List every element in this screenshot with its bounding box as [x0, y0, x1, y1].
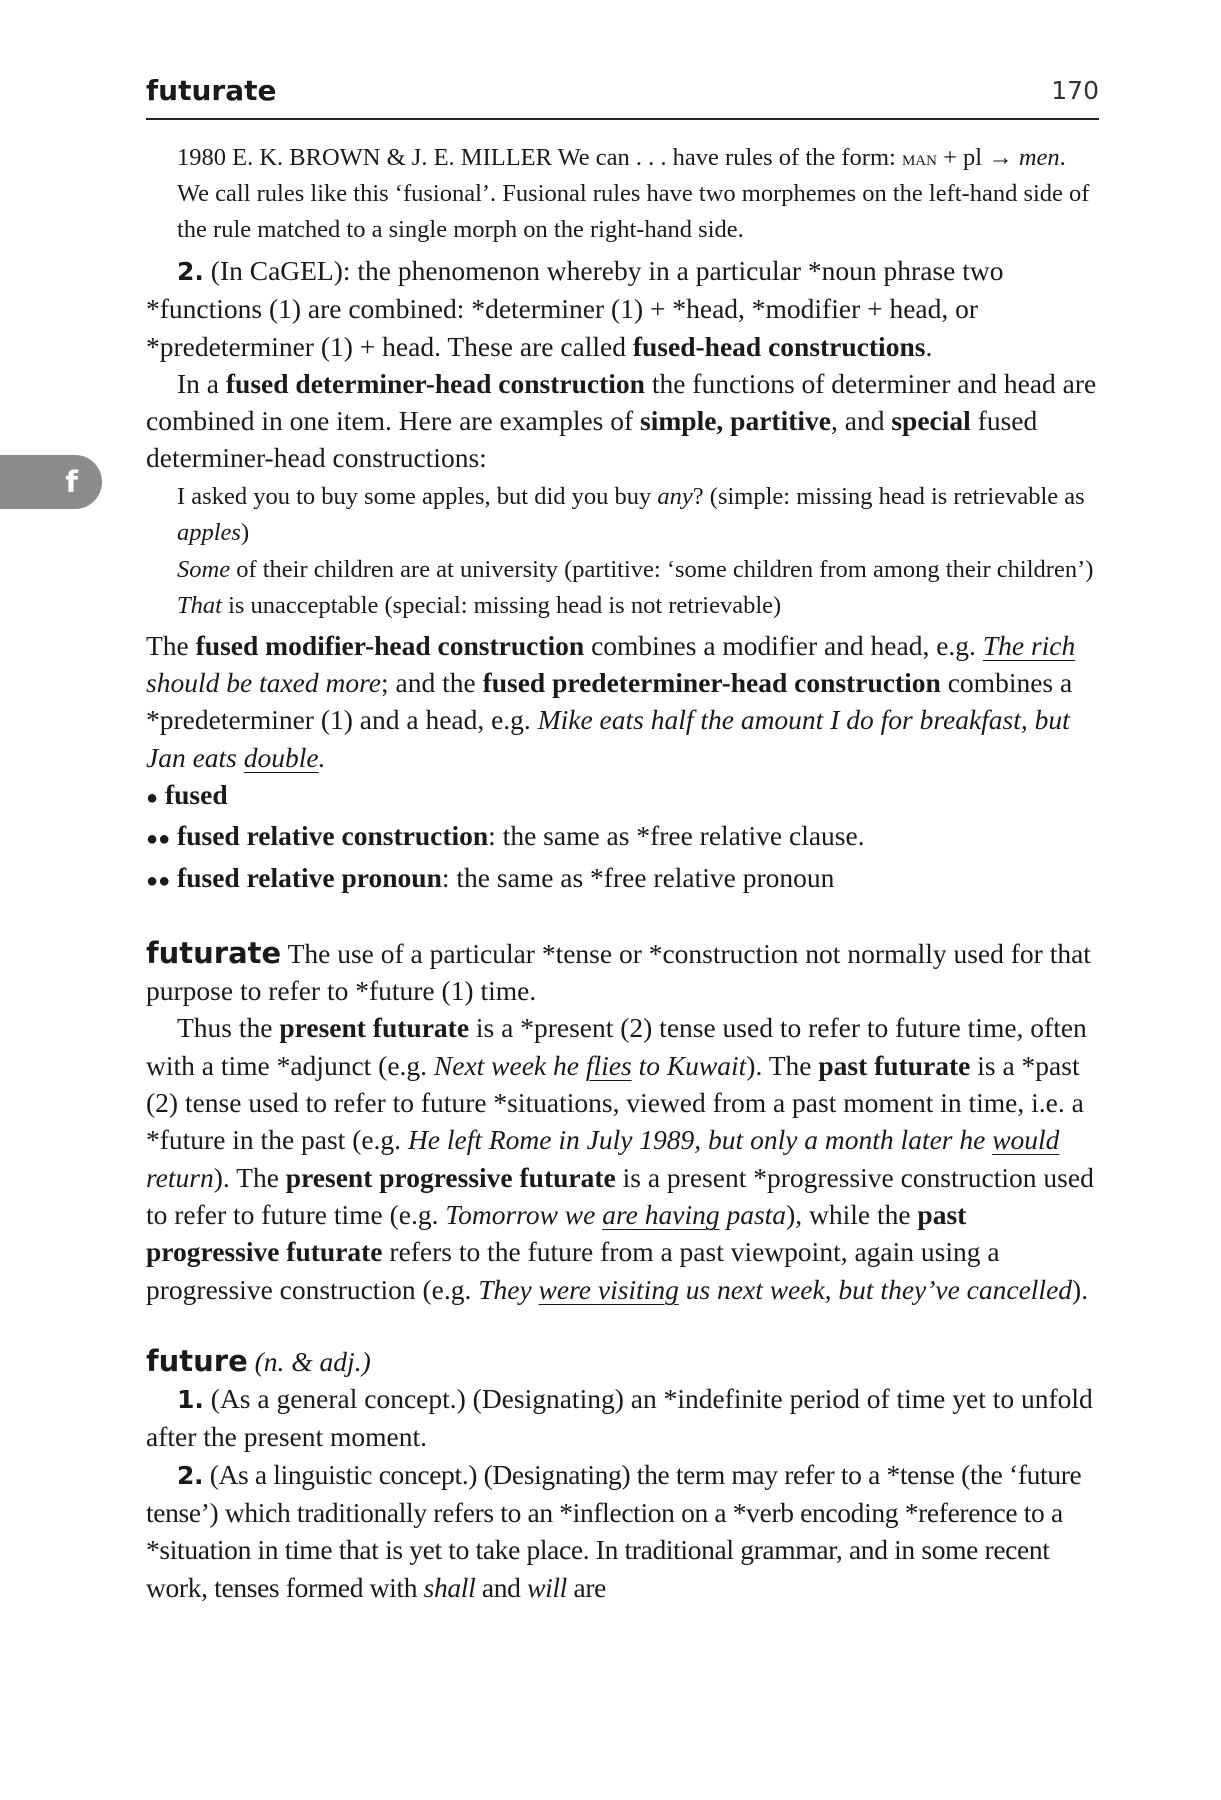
bullet-marker: ●●: [146, 828, 171, 851]
xref-item[interactable]: ● fused: [146, 778, 228, 810]
fused-determiner-paragraph: In a fused determiner-head construction the functions of determiner and head are combined in one item. Here are examples of simple, partitive, and special fused determiner-head constructions:: [146, 367, 1097, 474]
future-sense-1: 1. (As a general concept.) (Designating) an *indefinite period of time yet to unfold after the present moment.: [146, 1383, 1093, 1453]
sense-number: 2.: [177, 257, 204, 286]
entry-headword: future: [146, 1343, 248, 1378]
example-partitive: Some of their children are at university (partitive: ‘some children from among their children’): [177, 555, 1094, 583]
examples-block: [146, 479, 1099, 625]
fused-modifier-paragraph: The fused modifier-head construction combines a modifier and head, e.g. The rich should be taxed more; and the fused predeterminer-head construction combines a *predeterminer (1) and a head, e.g. Mike eats half the amount I do for breakfast, but Jan eats double.: [146, 629, 1076, 773]
thumb-index-tab: [0, 455, 102, 509]
part-of-speech: (n. & adj.): [254, 1345, 371, 1377]
futurate-paragraph: Thus the present futurate is a *present (2) tense used to refer to future time, often with a time *adjunct (e.g. Next week he flies to Kuwait). The past futurate is a *past (2) tense used to refer to future *situations, viewed from a past moment in time, i.e. a *future in the past (e.g. He left Rome in July 1989, but only a month later he would return). The present progressive futurate is a present *progressive construction used to refer to future time (e.g. Tomorrow we are having pasta), while the past progressive futurate refers to the future from a past viewpoint, again using a progressive construction (e.g. They were visiting us next week, but they’ve cancelled).: [146, 1012, 1094, 1305]
xref-item[interactable]: ●● fused relative pronoun: the same as *free relative pronoun: [146, 861, 835, 893]
entry-headword: futurate: [146, 935, 282, 970]
thumb-tab-letter: f: [65, 465, 78, 499]
cross-reference-list: [146, 776, 1099, 900]
page-body: [146, 140, 1099, 1606]
xref-item[interactable]: ●● fused relative construction: the same as *free relative clause.: [146, 820, 865, 852]
bullet-marker: ●●: [146, 869, 171, 892]
entry-future: [146, 1343, 1099, 1380]
bullet-marker: ●: [146, 786, 159, 809]
example-special: That is unacceptable (special: missing head is not retrievable): [177, 592, 782, 620]
example-simple: I asked you to buy some apples, but did you buy any? (simple: missing head is retrievable as apples): [177, 482, 1085, 547]
running-headword: futurate: [146, 74, 277, 107]
page-number: 170: [1051, 76, 1099, 105]
sense-number: 1.: [177, 1385, 204, 1415]
running-header: [146, 70, 1099, 120]
sense-number: 2.: [177, 1460, 204, 1490]
sense-2-paragraph: 2. (In CaGEL): the phenomenon whereby in a particular *noun phrase two *functions (1) are combined: *determiner (1) + *head, *modifier + head, or *predeterminer (1) + head. These are called fused-head constructions.: [146, 255, 1004, 362]
entry-futurate: futurate The use of a particular *tense or *construction not normally used for that purpose to refer to *future (1) time.: [146, 935, 1091, 1007]
citation-quote: 1980 E. K. BROWN & J. E. MILLER We can . . . have rules of the form: man + pl → men. We call rules like this ‘fusional’. Fusional rules have two morphemes on the left-hand side of the rule matched to a single morph on the right-hand side.: [177, 144, 1090, 243]
future-sense-2: 2. (As a linguistic concept.) (Designating) the term may refer to a *tense (the ‘future tense’) which traditionally refers to an *inflection on a *verb encoding *reference to a *situation in time that is yet to take place. In traditional grammar, and in some recent work, tenses formed with shall and will are: [146, 1458, 1082, 1603]
